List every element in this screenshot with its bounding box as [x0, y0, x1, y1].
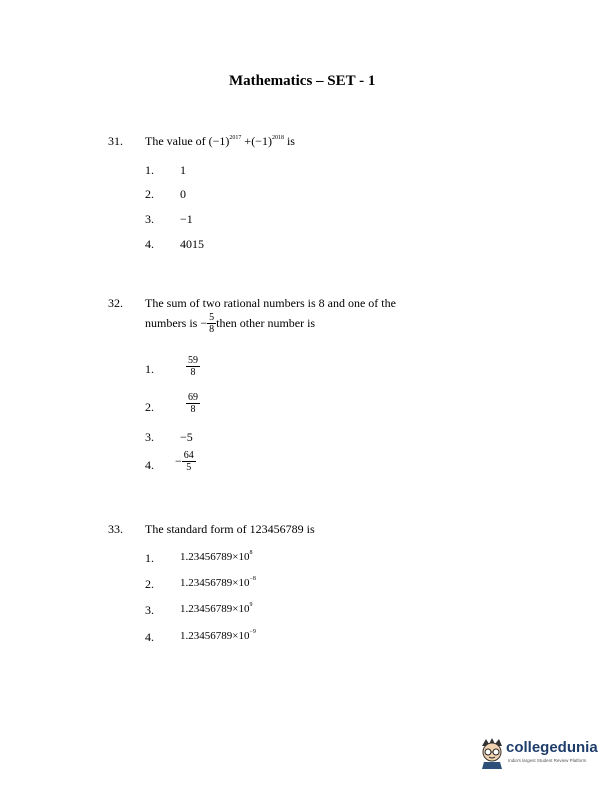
option-value: $1.23456789\times 10^{-8}$ — [180, 576, 256, 589]
logo-wordmark: collegedunia — [506, 739, 598, 756]
question-text: The value of $(-1)^{2017} +(-1)^{2018}$ is — [145, 134, 295, 148]
option-label: 3. — [145, 430, 154, 444]
option-label: 4. — [145, 458, 154, 472]
option-label: 1. — [145, 551, 154, 565]
fraction: $\frac{69}{8}$ — [188, 392, 198, 415]
option-value: $1.23456789\times 10^8$ — [180, 550, 253, 563]
option-value: $1.23456789\times 10^9$ — [180, 602, 253, 615]
option-value — [186, 355, 200, 378]
option-value: −1 — [180, 212, 193, 226]
logo-tagline: India's largest Student Review Platform — [508, 758, 587, 763]
option-value: $1.23456789\times 10^{-9}$ — [180, 629, 256, 642]
option-value: −5 — [180, 430, 193, 444]
option-label: 3. — [145, 212, 154, 226]
fraction: $\frac{64}{5}$ — [183, 450, 194, 473]
question-text-line1: The sum of two rational numbers is 8 and one of the — [145, 296, 396, 310]
question-number: 31. — [108, 134, 123, 148]
option-label: 4. — [145, 630, 154, 644]
option-label: 2. — [145, 577, 154, 591]
option-label: 1. — [145, 362, 154, 376]
fraction: $\frac{5}{8}$ — [209, 312, 215, 335]
option-label: 1. — [145, 163, 154, 177]
option-value: 1 — [180, 163, 186, 177]
option-value: 4015 — [180, 237, 204, 251]
question-text: The standard form of 123456789 is — [145, 522, 315, 536]
question-text-line2: numbers is − $\frac{5}{8}$ then other number is — [145, 312, 316, 335]
option-label: 4. — [145, 237, 154, 251]
option-label: 2. — [145, 187, 154, 201]
option-label: 3. — [145, 603, 154, 617]
option-value — [186, 392, 200, 415]
collegedunia-logo — [478, 737, 598, 771]
page-title: Mathematics – SET - 1 — [229, 73, 376, 89]
mascot-icon — [478, 737, 506, 769]
option-value: 0 — [180, 187, 186, 201]
option-value: − $\frac{64}{5}$ — [175, 450, 194, 473]
option-label: 2. — [145, 400, 154, 414]
fraction: $\frac{59}{8}$ — [188, 355, 198, 378]
question-number: 32. — [108, 296, 123, 310]
question-number: 33. — [108, 522, 123, 536]
